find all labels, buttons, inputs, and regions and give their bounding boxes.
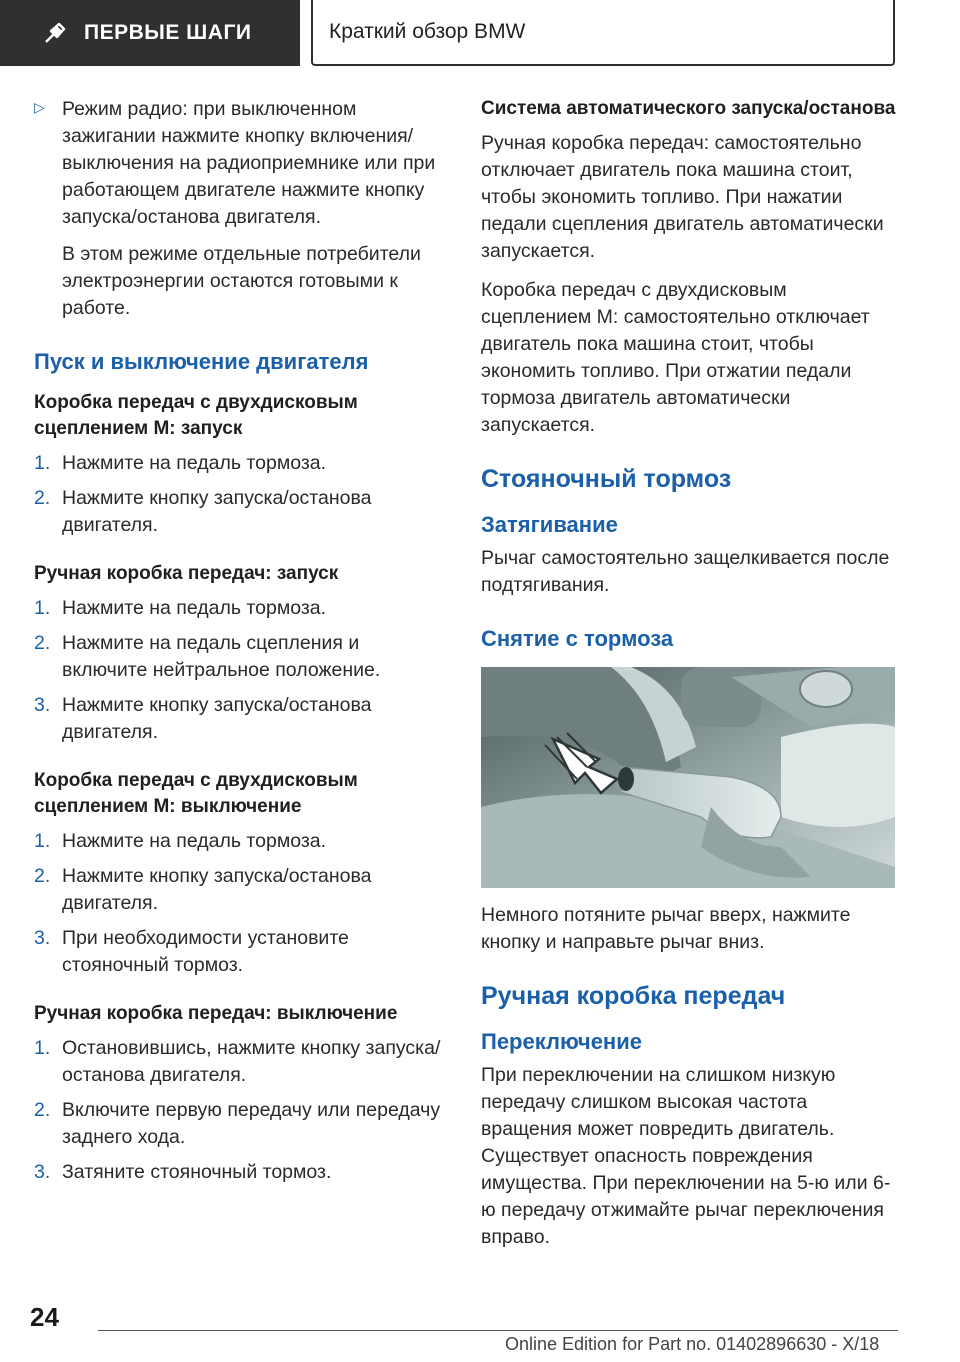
step-text: Нажмите кнопку запуска/останова двигателя.: [62, 694, 372, 743]
list-item: [34, 1035, 444, 1089]
engine-start-heading: Пуск и выключение двигателя: [34, 349, 369, 374]
group-heading: Коробка передач с двухдисковым сцеплением M: запуск: [34, 392, 358, 439]
apply-heading: Затягивание: [481, 512, 618, 537]
triangle-bullet-icon: ▷: [34, 99, 45, 115]
section-tab[interactable]: [0, 0, 300, 66]
chapter-tab[interactable]: [311, 0, 895, 66]
list-item: [34, 595, 444, 622]
edition-text: Online Edition for Part no. 01402896630 - X/18: [505, 1334, 880, 1354]
list-item: [34, 450, 444, 477]
page-header: [0, 0, 960, 66]
step-text: При необходимости установите стояночный тормоз.: [62, 927, 349, 976]
right-column: [481, 96, 901, 1251]
step-text: Нажмите на педаль тормоза.: [62, 830, 327, 852]
step-list: [34, 595, 444, 746]
list-item: [34, 485, 444, 539]
step-text: Нажмите на педаль сцепления и включите нейтральное положение.: [62, 632, 381, 681]
flag-icon: [42, 20, 68, 46]
step-number: 3.: [34, 1161, 51, 1183]
step-number: 3.: [34, 927, 51, 949]
step-text: Нажмите кнопку запуска/останова двигателя.: [62, 865, 372, 914]
shift-text: При переключении на слишком низкую передачу слишком высокая частота вращения может повредить двигатель. Существует опасность повреждения имущества. При переключении на 5-ю или 6-ю передачу отжимайте рычаг переключения вправо.: [481, 1064, 891, 1248]
step-list: [34, 1035, 444, 1186]
autostart-heading: Система автоматического запуска/останова: [481, 98, 896, 119]
step-list: [34, 450, 444, 539]
step-text: Остановившись, нажмите кнопку запуска/останова двигателя.: [62, 1037, 441, 1086]
apply-text: Рычаг самостоятельно защелкивается после подтягивания.: [481, 547, 890, 596]
step-text: Затяните стояночный тормоз.: [62, 1161, 332, 1183]
footer-divider: [98, 1330, 898, 1331]
step-list: [34, 828, 444, 979]
section-title: ПЕРВЫЕ ШАГИ: [84, 21, 252, 44]
list-item: [34, 692, 444, 746]
intro-bullet: [34, 96, 444, 231]
list-item: [34, 863, 444, 917]
list-item: [34, 630, 444, 684]
release-heading: Снятие с тормоза: [481, 626, 674, 651]
step-text: Нажмите на педаль тормоза.: [62, 597, 327, 619]
left-column: [34, 96, 444, 1208]
step-number: 3.: [34, 694, 51, 716]
intro-note: В этом режиме отдельные потребители электроэнергии остаются готовыми к работе.: [62, 243, 421, 319]
step-number: 2.: [34, 487, 51, 509]
step-text: Нажмите кнопку запуска/останова двигателя.: [62, 487, 372, 536]
step-number: 1.: [34, 830, 51, 852]
list-item: [34, 925, 444, 979]
release-text: Немного потяните рычаг вверх, нажмите кнопку и направьте рычаг вниз.: [481, 904, 851, 953]
autostart-paragraph-2: Коробка передач с двухдисковым сцеплением M: самостоятельно отключает двигатель пока машина стоит, чтобы экономить топливо. При отжатии педали тормоза двигатель автоматически запускается.: [481, 279, 870, 436]
autostart-paragraph-1: Ручная коробка передач: самостоятельно отключает двигатель пока машина стоит, чтобы экономить топливо. При нажатии педали сцепления двигатель автоматически запускается.: [481, 132, 884, 262]
page-number: 24: [30, 1302, 59, 1332]
step-text: Нажмите на педаль тормоза.: [62, 452, 327, 474]
handbrake-illustration: [481, 667, 895, 888]
list-item: [34, 1159, 444, 1186]
step-number: 1.: [34, 1037, 51, 1059]
group-heading: Ручная коробка передач: запуск: [34, 563, 339, 584]
parking-brake-heading: Стояночный тормоз: [481, 465, 732, 493]
group-heading: Ручная коробка передач: выключение: [34, 1003, 398, 1024]
shift-heading: Переключение: [481, 1029, 642, 1054]
group-heading: Коробка передач с двухдисковым сцеплением M: выключение: [34, 770, 358, 817]
manual-gearbox-heading: Ручная коробка передач: [481, 982, 786, 1010]
step-number: 2.: [34, 865, 51, 887]
intro-bullet-text: Режим радио: при выключенном зажигании нажмите кнопку включения/выключения на радиоприемнике или при работающем двигателе нажмите кнопку запуска/останова двигателя.: [62, 98, 436, 228]
list-item: [34, 828, 444, 855]
step-text: Включите первую передачу или передачу заднего хода.: [62, 1099, 441, 1148]
chapter-title: Краткий обзор BMW: [329, 20, 526, 43]
step-number: 2.: [34, 1099, 51, 1121]
step-number: 2.: [34, 632, 51, 654]
step-number: 1.: [34, 452, 51, 474]
step-number: 1.: [34, 597, 51, 619]
list-item: [34, 1097, 444, 1151]
